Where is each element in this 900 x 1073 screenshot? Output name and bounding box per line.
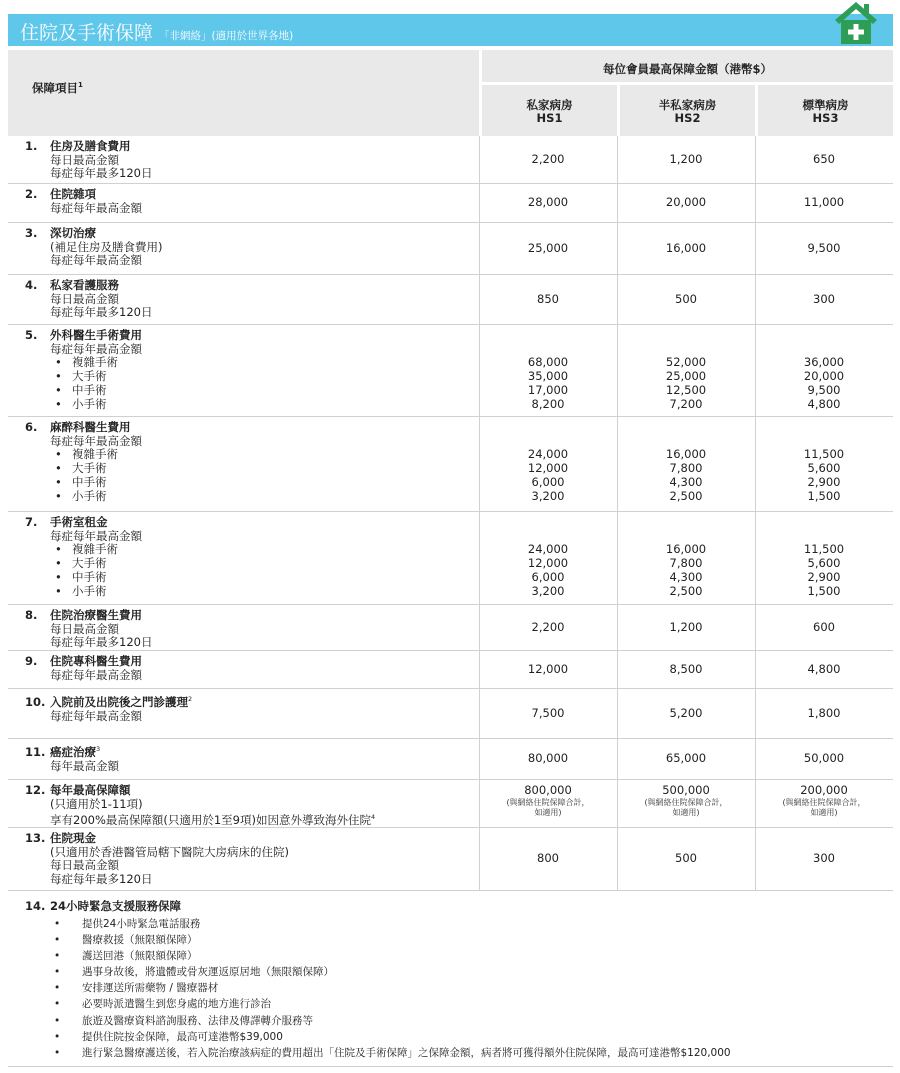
amount-cell: 11,500 5,600 2,900 1,500	[803, 447, 845, 503]
row-title: 癌症治療	[50, 744, 96, 759]
row-title: 入院前及出院後之門診護理	[50, 694, 188, 709]
row-detail: 每症每年最多120日	[50, 635, 153, 650]
service-item: • 必要時派遣醫生到您身處的地方進行診治	[54, 996, 884, 1012]
row-detail: 每症每年最高金額	[50, 200, 142, 215]
surgery-type: • 中手術	[25, 384, 465, 398]
row-detail: 每症每年最多120日	[50, 305, 153, 320]
amount-cell: 11,500 5,600 2,900 1,500	[803, 542, 845, 598]
row-label	[25, 329, 465, 411]
row-number: 1.	[25, 139, 38, 153]
row-number: 5.	[25, 328, 38, 342]
row-detail: (只適用於香港醫管局轄下醫院大房病床的住院)	[50, 844, 289, 859]
amount-cell: 9,500	[807, 240, 841, 255]
amount-cell: 12,000	[527, 661, 569, 676]
row-title: 手術室租金	[50, 515, 108, 529]
table-row	[8, 275, 893, 325]
row-detail: 每日最高金額	[50, 621, 119, 636]
row-detail: 每日最高金額	[50, 858, 119, 873]
amount-note: 如適用)	[672, 807, 700, 817]
table-row	[8, 605, 893, 651]
row-detail: (只適用於1-11項)	[50, 796, 143, 811]
surgery-type: • 複雜手術	[25, 448, 465, 462]
surgery-type: • 複雜手術	[25, 356, 465, 370]
row-detail: 每症每年最高金額	[50, 708, 142, 723]
service-item: • 提供住院按金保障，最高可達港幣$39,000	[54, 1029, 884, 1045]
amount-cell: 1,200	[669, 151, 703, 166]
row-title: 住院治療醫生費用	[50, 608, 142, 622]
row-detail: 每症每年最高金額	[50, 433, 142, 448]
table-row	[8, 136, 893, 184]
row-label	[25, 832, 465, 887]
row-detail: (補足住房及膳食費用)	[50, 239, 163, 254]
amount-cell: 16,000	[665, 240, 707, 255]
row-label	[25, 693, 465, 723]
row-number: 2.	[25, 187, 38, 201]
amount-cell: 5,200	[669, 705, 703, 720]
amount-cell: 500	[675, 851, 697, 866]
row-label	[25, 516, 465, 598]
surgery-type: • 小手術	[25, 490, 465, 504]
row-label	[25, 743, 465, 773]
amount-cell: 24,000 12,000 6,000 3,200	[527, 542, 569, 598]
row-title: 麻醉科醫生費用	[50, 420, 131, 434]
amount-cell: 650	[813, 151, 835, 166]
amount-cell: 800,000 (與網絡住院保障合計， 如適用)	[479, 784, 617, 818]
amount-note: 如適用)	[534, 807, 562, 817]
amount-cell: 800	[537, 851, 559, 866]
amount-cell: 850	[537, 291, 559, 306]
surgery-type: • 複雜手術	[25, 543, 465, 557]
row-label	[25, 609, 465, 650]
table-row	[8, 780, 893, 828]
amount-cell: 36,000 20,000 9,500 4,800	[803, 355, 845, 411]
row-detail: 每症每年最高金額	[50, 528, 142, 543]
surgery-type: • 小手術	[25, 585, 465, 599]
amount-cell: 500	[675, 291, 697, 306]
surgery-type: • 小手術	[25, 398, 465, 412]
amount-cell: 600	[813, 619, 835, 634]
row-label	[25, 227, 465, 268]
row-title: 住房及膳食費用	[50, 139, 131, 153]
amount-cell: 300	[813, 851, 835, 866]
amount-cell: 200,000 (與網絡住院保障合計， 如適用)	[755, 784, 893, 818]
amount-cell: 1,200	[669, 619, 703, 634]
divider	[8, 1066, 893, 1067]
group-header: 每位會員最高保障金額（港幣$）	[479, 50, 893, 85]
row-detail: 每症每年最高金額	[50, 341, 142, 356]
row-detail: 每症每年最多120日	[50, 872, 153, 887]
amount-cell: 28,000	[527, 195, 569, 210]
row-number: 7.	[25, 515, 38, 529]
column-header-hs2: 半私家病房 HS2	[617, 85, 755, 136]
column-header-hs1: 私家病房 HS1	[479, 85, 617, 136]
amount-cell: 2,200	[531, 619, 565, 634]
row-number: 8.	[25, 608, 38, 622]
table-row	[8, 739, 893, 780]
row-number: 13.	[25, 831, 46, 845]
service-item: • 旅遊及醫療資料諮詢服務、法律及傳譯轉介服務等	[54, 1013, 884, 1029]
row-title: 每年最高保障額	[50, 783, 131, 797]
row-detail: 每症每年最高金額	[50, 253, 142, 268]
amount-cell: 20,000	[665, 195, 707, 210]
service-item: • 進行緊急醫療護送後，若入院治療該病症的費用超出「住院及手術保障」之保障金額，病者將可獲得額外住院保障，最高可達港幣$120,000	[54, 1045, 884, 1061]
amount-cell: 7,500	[531, 705, 565, 720]
row-number: 10.	[25, 694, 46, 709]
table-row	[8, 417, 893, 512]
row-detail: 每症每年最高金額	[50, 667, 142, 682]
amount-note: (與網絡住院保障合計，	[506, 797, 590, 807]
amount-cell: 65,000	[665, 751, 707, 766]
table-row	[8, 223, 893, 275]
section-title-text: 住院及手術保障	[20, 22, 154, 44]
row-number: 4.	[25, 278, 38, 292]
table-row	[8, 651, 893, 689]
amount-cell: 80,000	[527, 751, 569, 766]
row-number: 12.	[25, 783, 46, 797]
column-header-hs3: 標準病房 HS3	[755, 85, 893, 136]
amount-cell: 25,000	[527, 240, 569, 255]
table-row	[8, 828, 893, 891]
row-detail: 每日最高金額	[50, 152, 119, 167]
row-detail: 每年最高金額	[50, 758, 119, 773]
row-title: 深切治療	[50, 226, 96, 240]
service-item: • 醫療救援（無限額保障）	[54, 932, 884, 948]
row-detail: 每症每年最多120日	[50, 166, 153, 181]
table-header	[8, 50, 893, 136]
amount-cell: 24,000 12,000 6,000 3,200	[527, 447, 569, 503]
section-subtitle: 「非網絡」(適用於世界各地)	[159, 30, 294, 42]
amount-cell: 300	[813, 291, 835, 306]
service-item: • 護送回港（無限額保障）	[54, 948, 884, 964]
amount-cell: 68,000 35,000 17,000 8,200	[527, 355, 569, 411]
surgery-type: • 大手術	[25, 370, 465, 384]
row-title: 住院雜項	[50, 187, 96, 201]
row-label	[25, 421, 465, 503]
amount-note: (與網絡住院保障合計，	[782, 797, 866, 807]
service-item: • 遇事身故後，將遺體或骨灰運返原居地（無限額保障）	[54, 964, 884, 980]
service-title: 14. 24小時緊急支援服務保障	[25, 899, 182, 913]
amount-cell: 16,000 7,800 4,300 2,500	[665, 447, 707, 503]
service-item: • 提供24小時緊急電話服務	[54, 916, 884, 932]
row-title: 住院現金	[50, 831, 96, 845]
amount-note: (與網絡住院保障合計，	[644, 797, 728, 807]
amount-cell: 8,500	[669, 661, 703, 676]
row-title: 私家看護服務	[50, 278, 119, 292]
row-label	[25, 655, 465, 682]
amount-note: 如適用)	[810, 807, 838, 817]
home-plus-icon	[833, 0, 879, 46]
table-row	[8, 689, 893, 739]
service-item: • 安排運送所需藥物 / 醫療器材	[54, 980, 884, 996]
row-title: 外科醫生手術費用	[50, 328, 142, 342]
amount-cell: 500,000 (與網絡住院保障合計， 如適用)	[617, 784, 755, 818]
row-detail: 享有200%最高保障額(只適用於1至9項)如因意外導致海外住院$^4$	[50, 813, 376, 828]
section-title	[20, 18, 293, 45]
service-list	[54, 916, 884, 1061]
amount-cell: 2,200	[531, 151, 565, 166]
table-row	[8, 184, 893, 223]
table-row	[8, 512, 893, 605]
row-title: 住院專科醫生費用	[50, 654, 142, 668]
surgery-type: • 中手術	[25, 571, 465, 585]
row-number: 6.	[25, 420, 38, 434]
footnote-marker: 3	[96, 745, 101, 753]
amount-cell: 52,000 25,000 12,500 7,200	[665, 355, 707, 411]
row-number: 3.	[25, 226, 38, 240]
surgery-type: • 中手術	[25, 476, 465, 490]
amount-cell: 16,000 7,800 4,300 2,500	[665, 542, 707, 598]
footnote-marker: 2	[188, 695, 193, 703]
row-label	[25, 784, 465, 828]
table-row	[8, 325, 893, 417]
row-label	[25, 140, 465, 181]
amount-cell: 4,800	[807, 661, 841, 676]
surgery-type: • 大手術	[25, 557, 465, 571]
item-header: 保障項目$^1$	[32, 81, 83, 95]
row-number: 11.	[25, 744, 46, 759]
amount-cell: 50,000	[803, 751, 845, 766]
row-label	[25, 279, 465, 320]
row-number: 9.	[25, 654, 38, 668]
row-label	[25, 188, 465, 215]
section-header	[8, 14, 893, 46]
amount-cell: 11,000	[803, 195, 845, 210]
row-detail: 每日最高金額	[50, 291, 119, 306]
amount-cell: 1,800	[807, 705, 841, 720]
footnote-marker: 4	[370, 813, 376, 822]
surgery-type: • 大手術	[25, 462, 465, 476]
